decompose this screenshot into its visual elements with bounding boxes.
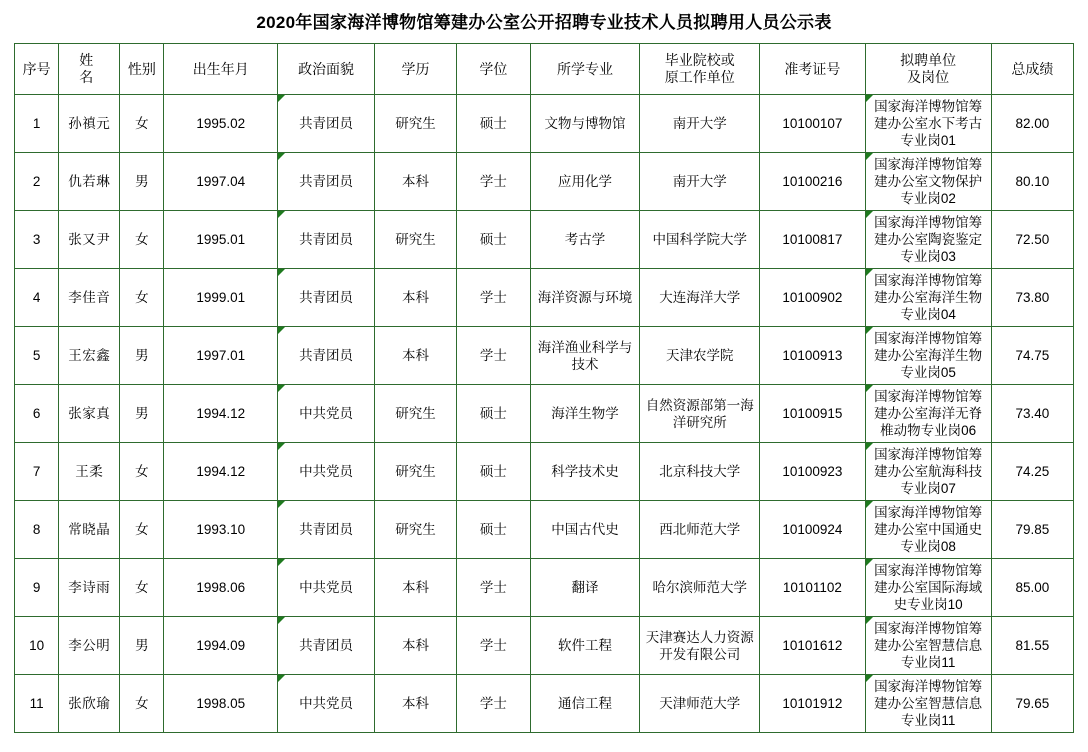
cell-education: 本科 — [374, 675, 456, 733]
cell-education: 本科 — [374, 153, 456, 211]
cell-index: 9 — [15, 559, 59, 617]
cell-index: 2 — [15, 153, 59, 211]
cell-score: 74.75 — [991, 327, 1073, 385]
column-header-exam-id: 准考证号 — [760, 44, 865, 95]
cell-name: 常晓晶 — [59, 501, 120, 559]
cell-birth: 1994.12 — [164, 385, 278, 443]
cell-corner-marker-icon — [278, 385, 285, 392]
cell-index: 5 — [15, 327, 59, 385]
cell-corner-marker-icon — [866, 443, 873, 450]
cell-political: 共青团员 — [278, 327, 375, 385]
cell-corner-marker-icon — [866, 95, 873, 102]
cell-political: 中共党员 — [278, 443, 375, 501]
cell-degree: 硕士 — [457, 385, 531, 443]
cell-degree: 学士 — [457, 269, 531, 327]
cell-school: 南开大学 — [640, 153, 760, 211]
cell-unit: 国家海洋博物馆筹建办公室水下考古专业岗01 — [865, 95, 991, 153]
table-row — [15, 443, 1074, 501]
cell-unit: 国家海洋博物馆筹建办公室海洋无脊椎动物专业岗06 — [865, 385, 991, 443]
cell-political: 中共党员 — [278, 559, 375, 617]
column-header-score: 总成绩 — [991, 44, 1073, 95]
cell-degree: 硕士 — [457, 443, 531, 501]
cell-degree: 学士 — [457, 675, 531, 733]
cell-education: 研究生 — [374, 443, 456, 501]
cell-corner-marker-icon — [278, 95, 285, 102]
cell-score: 73.80 — [991, 269, 1073, 327]
cell-index: 10 — [15, 617, 59, 675]
cell-birth: 1994.12 — [164, 443, 278, 501]
cell-exam-id: 10100216 — [760, 153, 865, 211]
cell-corner-marker-icon — [866, 385, 873, 392]
cell-index: 3 — [15, 211, 59, 269]
cell-score: 82.00 — [991, 95, 1073, 153]
cell-political: 共青团员 — [278, 501, 375, 559]
cell-birth: 1997.04 — [164, 153, 278, 211]
cell-score: 73.40 — [991, 385, 1073, 443]
cell-name: 李诗雨 — [59, 559, 120, 617]
cell-gender: 男 — [120, 385, 164, 443]
table-row — [15, 675, 1074, 733]
cell-corner-marker-icon — [866, 211, 873, 218]
cell-corner-marker-icon — [866, 501, 873, 508]
cell-school: 自然资源部第一海洋研究所 — [640, 385, 760, 443]
cell-unit: 国家海洋博物馆筹建办公室智慧信息专业岗11 — [865, 617, 991, 675]
cell-birth: 1998.06 — [164, 559, 278, 617]
cell-birth: 1997.01 — [164, 327, 278, 385]
table-row — [15, 269, 1074, 327]
cell-education: 本科 — [374, 559, 456, 617]
column-header-unit — [865, 44, 991, 95]
cell-major: 考古学 — [530, 211, 639, 269]
cell-political: 中共党员 — [278, 385, 375, 443]
cell-unit: 国家海洋博物馆筹建办公室智慧信息专业岗11 — [865, 675, 991, 733]
cell-degree: 学士 — [457, 559, 531, 617]
cell-corner-marker-icon — [866, 559, 873, 566]
cell-corner-marker-icon — [278, 443, 285, 450]
cell-name: 李公明 — [59, 617, 120, 675]
table-row — [15, 385, 1074, 443]
cell-birth: 1998.05 — [164, 675, 278, 733]
cell-unit: 国家海洋博物馆筹建办公室中国通史专业岗08 — [865, 501, 991, 559]
cell-exam-id: 10100817 — [760, 211, 865, 269]
table-row — [15, 153, 1074, 211]
cell-unit: 国家海洋博物馆筹建办公室陶瓷鉴定专业岗03 — [865, 211, 991, 269]
cell-exam-id: 10100924 — [760, 501, 865, 559]
table-row — [15, 211, 1074, 269]
table-body — [15, 95, 1074, 733]
cell-school: 天津师范大学 — [640, 675, 760, 733]
table-row — [15, 559, 1074, 617]
cell-corner-marker-icon — [278, 327, 285, 334]
cell-birth: 1993.10 — [164, 501, 278, 559]
cell-corner-marker-icon — [866, 153, 873, 160]
column-header-school-line2: 原工作单位 — [664, 69, 735, 85]
cell-exam-id: 10100902 — [760, 269, 865, 327]
cell-school: 天津农学院 — [640, 327, 760, 385]
cell-unit: 国家海洋博物馆筹建办公室海洋生物专业岗05 — [865, 327, 991, 385]
cell-score: 79.65 — [991, 675, 1073, 733]
cell-gender: 女 — [120, 269, 164, 327]
cell-gender: 男 — [120, 617, 164, 675]
cell-score: 74.25 — [991, 443, 1073, 501]
cell-name: 仇若琳 — [59, 153, 120, 211]
cell-name: 张又尹 — [59, 211, 120, 269]
cell-gender: 男 — [120, 327, 164, 385]
cell-index: 6 — [15, 385, 59, 443]
cell-political: 共青团员 — [278, 269, 375, 327]
cell-school: 北京科技大学 — [640, 443, 760, 501]
cell-gender: 女 — [120, 211, 164, 269]
cell-exam-id: 10101612 — [760, 617, 865, 675]
cell-unit: 国家海洋博物馆筹建办公室国际海域史专业岗10 — [865, 559, 991, 617]
cell-index: 8 — [15, 501, 59, 559]
table-row — [15, 327, 1074, 385]
cell-school: 哈尔滨师范大学 — [640, 559, 760, 617]
column-header-gender: 性别 — [120, 44, 164, 95]
cell-birth: 1999.01 — [164, 269, 278, 327]
cell-index: 1 — [15, 95, 59, 153]
cell-education: 研究生 — [374, 385, 456, 443]
cell-gender: 女 — [120, 443, 164, 501]
cell-corner-marker-icon — [866, 269, 873, 276]
cell-gender: 女 — [120, 675, 164, 733]
cell-index: 4 — [15, 269, 59, 327]
cell-birth: 1995.01 — [164, 211, 278, 269]
table-header — [15, 44, 1074, 95]
table-row — [15, 617, 1074, 675]
cell-index: 7 — [15, 443, 59, 501]
cell-corner-marker-icon — [278, 153, 285, 160]
column-header-degree: 学位 — [457, 44, 531, 95]
column-header-political: 政治面貌 — [278, 44, 375, 95]
cell-birth: 1995.02 — [164, 95, 278, 153]
cell-political: 共青团员 — [278, 211, 375, 269]
cell-corner-marker-icon — [866, 327, 873, 334]
cell-unit: 国家海洋博物馆筹建办公室文物保护专业岗02 — [865, 153, 991, 211]
column-header-major: 所学专业 — [530, 44, 639, 95]
cell-gender: 女 — [120, 559, 164, 617]
cell-name: 张欣瑜 — [59, 675, 120, 733]
cell-degree: 学士 — [457, 327, 531, 385]
table-row — [15, 95, 1074, 153]
cell-degree: 学士 — [457, 153, 531, 211]
cell-degree: 硕士 — [457, 211, 531, 269]
cell-school: 天津赛达人力资源开发有限公司 — [640, 617, 760, 675]
cell-education: 本科 — [374, 327, 456, 385]
cell-corner-marker-icon — [278, 269, 285, 276]
cell-name: 孙禛元 — [59, 95, 120, 153]
cell-education: 本科 — [374, 269, 456, 327]
cell-school: 大连海洋大学 — [640, 269, 760, 327]
cell-exam-id: 10100107 — [760, 95, 865, 153]
cell-education: 研究生 — [374, 501, 456, 559]
cell-school: 西北师范大学 — [640, 501, 760, 559]
cell-gender: 女 — [120, 95, 164, 153]
cell-gender: 女 — [120, 501, 164, 559]
cell-major: 海洋资源与环境 — [530, 269, 639, 327]
cell-education: 研究生 — [374, 211, 456, 269]
cell-major: 海洋生物学 — [530, 385, 639, 443]
cell-name: 张家真 — [59, 385, 120, 443]
cell-political: 中共党员 — [278, 675, 375, 733]
cell-degree: 学士 — [457, 617, 531, 675]
cell-school: 中国科学院大学 — [640, 211, 760, 269]
cell-index: 11 — [15, 675, 59, 733]
cell-exam-id: 10101102 — [760, 559, 865, 617]
cell-degree: 硕士 — [457, 501, 531, 559]
cell-education: 研究生 — [374, 95, 456, 153]
column-header-unit-line1: 拟聘单位 — [900, 52, 957, 68]
cell-name: 李佳音 — [59, 269, 120, 327]
cell-exam-id: 10101912 — [760, 675, 865, 733]
cell-exam-id: 10100923 — [760, 443, 865, 501]
cell-degree: 硕士 — [457, 95, 531, 153]
table-row — [15, 501, 1074, 559]
cell-corner-marker-icon — [278, 559, 285, 566]
cell-education: 本科 — [374, 617, 456, 675]
cell-political: 共青团员 — [278, 153, 375, 211]
column-header-name: 姓 名 — [59, 44, 120, 95]
cell-score: 80.10 — [991, 153, 1073, 211]
cell-unit: 国家海洋博物馆筹建办公室海洋生物专业岗04 — [865, 269, 991, 327]
cell-major: 科学技术史 — [530, 443, 639, 501]
cell-major: 通信工程 — [530, 675, 639, 733]
cell-corner-marker-icon — [866, 617, 873, 624]
cell-major: 文物与博物馆 — [530, 95, 639, 153]
cell-corner-marker-icon — [278, 617, 285, 624]
page-title: 2020年国家海洋博物馆筹建办公室公开招聘专业技术人员拟聘用人员公示表 — [256, 13, 832, 32]
cell-score: 79.85 — [991, 501, 1073, 559]
column-header-school-line1: 毕业院校或 — [664, 52, 735, 68]
cell-score: 85.00 — [991, 559, 1073, 617]
cell-major: 海洋渔业科学与技术 — [530, 327, 639, 385]
cell-political: 共青团员 — [278, 617, 375, 675]
cell-corner-marker-icon — [866, 675, 873, 682]
cell-corner-marker-icon — [278, 501, 285, 508]
column-header-unit-line2: 及岗位 — [907, 69, 950, 85]
cell-major: 应用化学 — [530, 153, 639, 211]
cell-name: 王宏鑫 — [59, 327, 120, 385]
cell-corner-marker-icon — [278, 675, 285, 682]
cell-unit: 国家海洋博物馆筹建办公室航海科技专业岗07 — [865, 443, 991, 501]
cell-major: 中国古代史 — [530, 501, 639, 559]
column-header-index: 序号 — [15, 44, 59, 95]
cell-exam-id: 10100915 — [760, 385, 865, 443]
cell-political: 共青团员 — [278, 95, 375, 153]
cell-birth: 1994.09 — [164, 617, 278, 675]
cell-school: 南开大学 — [640, 95, 760, 153]
header-row — [15, 44, 1074, 95]
cell-score: 81.55 — [991, 617, 1073, 675]
cell-score: 72.50 — [991, 211, 1073, 269]
column-header-birth: 出生年月 — [164, 44, 278, 95]
cell-exam-id: 10100913 — [760, 327, 865, 385]
cell-corner-marker-icon — [278, 211, 285, 218]
candidates-table — [14, 43, 1074, 733]
column-header-education: 学历 — [374, 44, 456, 95]
cell-major: 软件工程 — [530, 617, 639, 675]
cell-major: 翻译 — [530, 559, 639, 617]
cell-gender: 男 — [120, 153, 164, 211]
column-header-school — [640, 44, 760, 95]
cell-name: 王柔 — [59, 443, 120, 501]
